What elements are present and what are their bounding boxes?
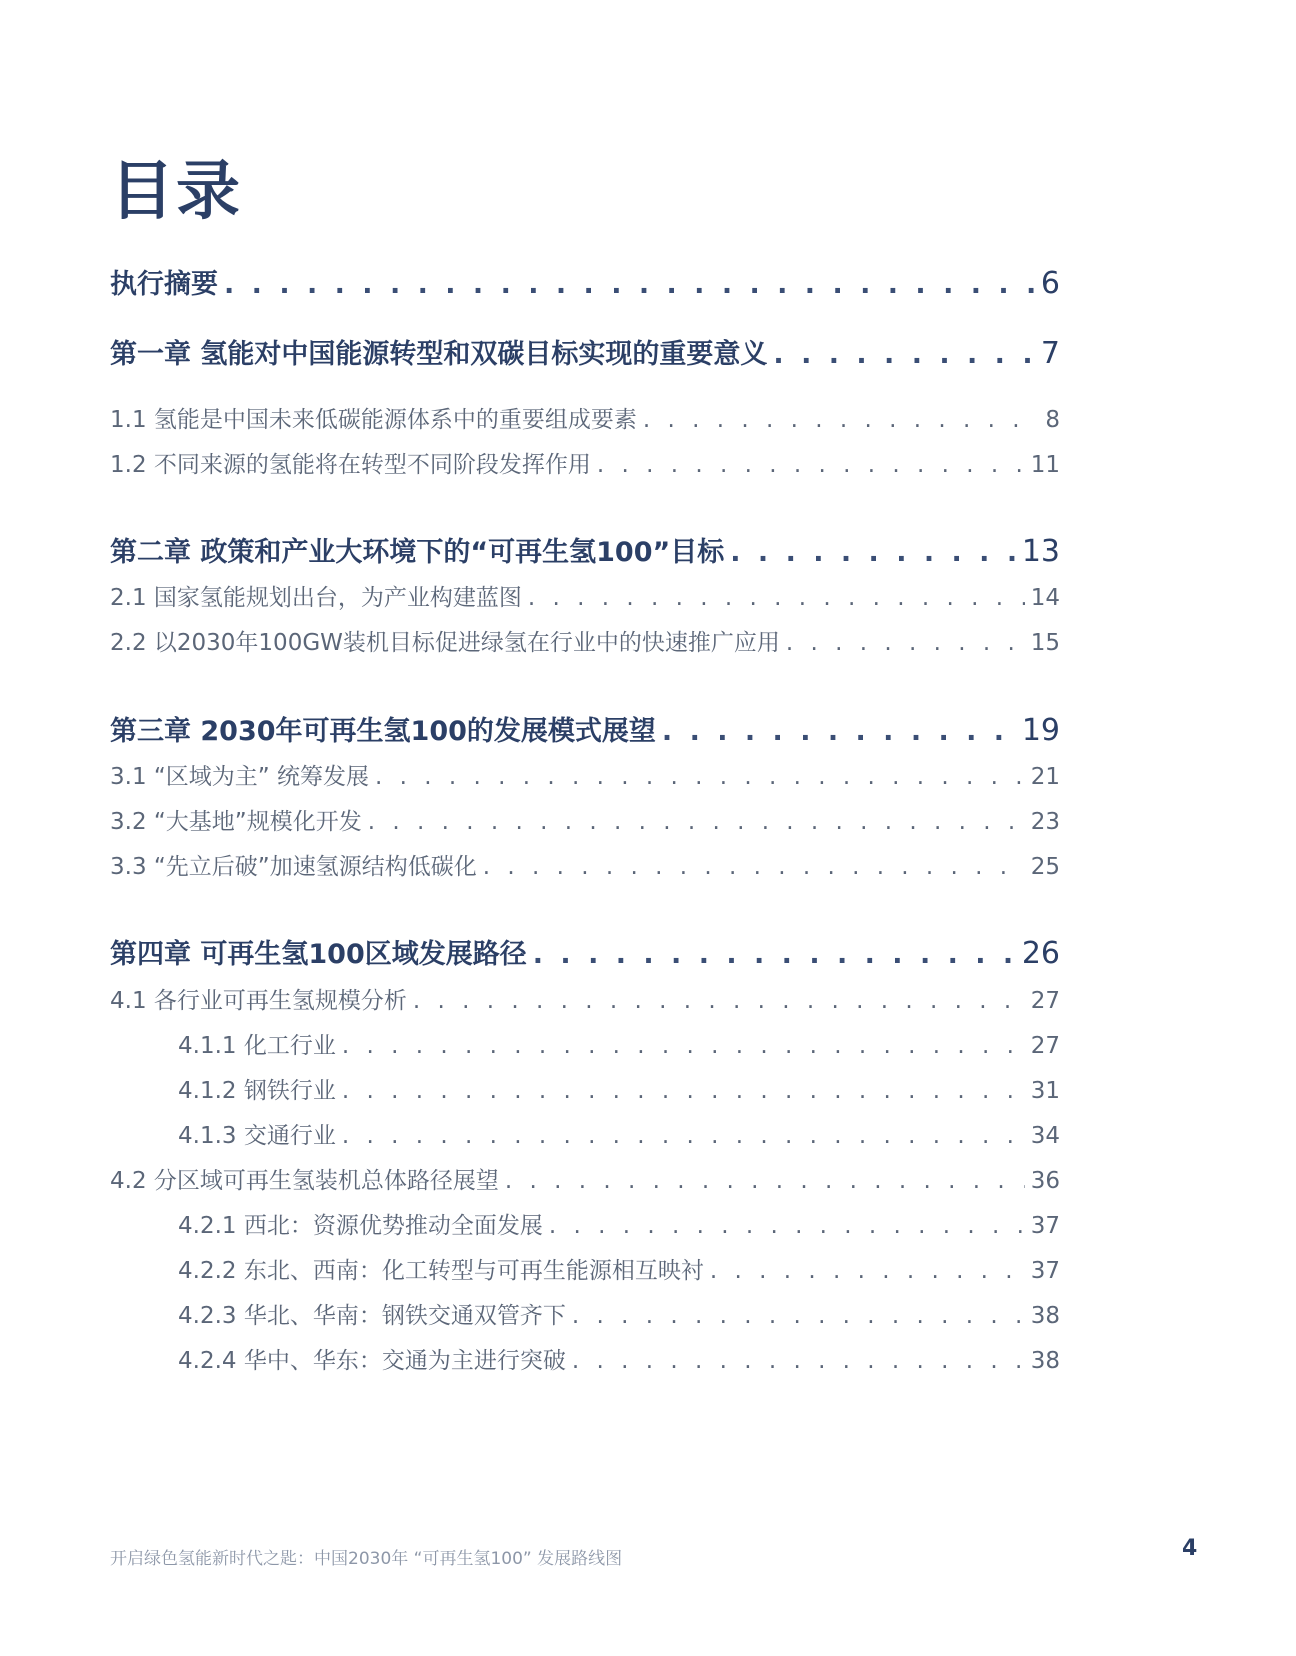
toc-entry-page: 25 (1030, 854, 1060, 880)
toc-entry-1-1[interactable] (110, 401, 1060, 434)
toc-entry-chapter-3[interactable] (110, 709, 1060, 748)
toc-entry-4-2-1[interactable] (178, 1207, 1060, 1240)
toc-entry-label: 第二章 政策和产业大环境下的“可再生氢100”目标 (110, 537, 725, 568)
toc-entry-label: 3.1 “区域为主” 统筹发展 (110, 764, 370, 790)
toc-entry-page: 26 (1021, 936, 1060, 971)
footer-page-number: 4 (1182, 1536, 1198, 1561)
toc-entry-label: 4.2 分区域可再生氢装机总体路径展望 (110, 1168, 499, 1194)
toc-entry-label: 4.1.3 交通行业 (178, 1123, 336, 1149)
toc-entry-page: 6 (1040, 266, 1060, 301)
page-title: 目录 (110, 155, 242, 229)
toc-entry-chapter-4[interactable] (110, 932, 1060, 971)
toc-entry-page: 37 (1030, 1213, 1060, 1239)
toc-entry-chapter-2[interactable] (110, 530, 1060, 569)
footer-title: 开启绿色氢能新时代之匙：中国2030年 “可再生氢100” 发展路线图 (110, 1549, 623, 1569)
toc-entry-page: 21 (1030, 764, 1060, 790)
dot-leader (413, 988, 1025, 1014)
dot-leader (662, 716, 1016, 747)
toc-entry-label: 4.2.1 西北：资源优势推动全面发展 (178, 1213, 543, 1239)
toc-entry-page: 37 (1030, 1258, 1060, 1284)
toc-entry-label: 第一章 氢能对中国能源转型和双碳目标实现的重要意义 (110, 339, 768, 370)
dot-leader (505, 1168, 1025, 1194)
dot-leader (549, 1213, 1025, 1239)
toc-entry-4-2-4[interactable] (178, 1342, 1060, 1375)
dot-leader (368, 809, 1025, 835)
toc-entry-label: 1.2 不同来源的氢能将在转型不同阶段发挥作用 (110, 452, 591, 478)
toc-entry-page: 8 (1045, 407, 1060, 433)
toc-entry-2-2[interactable] (110, 624, 1060, 657)
toc-entry-2-1[interactable] (110, 579, 1060, 612)
toc-entry-3-2[interactable] (110, 803, 1060, 836)
toc-entry-page: 19 (1021, 713, 1060, 748)
toc-entry-4-2[interactable] (110, 1162, 1060, 1195)
dot-leader (786, 630, 1025, 656)
toc-entry-page: 34 (1030, 1123, 1060, 1149)
toc-entry-3-3[interactable] (110, 848, 1060, 881)
toc-entry-1-2[interactable] (110, 446, 1060, 479)
toc-entry-label: 4.1 各行业可再生氢规模分析 (110, 988, 407, 1014)
toc-entry-label: 4.2.4 华中、华东：交通为主进行突破 (178, 1348, 566, 1374)
toc-entry-page: 13 (1021, 534, 1060, 569)
toc-entry-chapter-1[interactable] (110, 332, 1060, 371)
toc-entry-label: 4.2.3 华北、华南：钢铁交通双管齐下 (178, 1303, 566, 1329)
toc-entry-page: 36 (1030, 1168, 1060, 1194)
dot-leader (533, 939, 1016, 970)
dot-leader (342, 1123, 1025, 1149)
dot-leader (643, 407, 1039, 433)
toc-entry-label: 2.1 国家氢能规划出台，为产业构建蓝图 (110, 585, 522, 611)
toc-entry-label: 2.2 以2030年100GW装机目标促进绿氢在行业中的快速推广应用 (110, 630, 780, 656)
toc-entry-4-1[interactable] (110, 982, 1060, 1015)
toc-entry-4-2-3[interactable] (178, 1297, 1060, 1330)
toc-entry-page: 14 (1030, 585, 1060, 611)
toc-entry-4-1-1[interactable] (178, 1027, 1060, 1060)
dot-leader (375, 764, 1025, 790)
toc-entry-page: 38 (1030, 1348, 1060, 1374)
toc-entry-label: 第三章 2030年可再生氢100的发展模式展望 (110, 716, 656, 747)
toc-entry-page: 11 (1030, 452, 1060, 478)
toc-entry-label: 执行摘要 (110, 269, 218, 300)
toc-entry-4-1-2[interactable] (178, 1072, 1060, 1105)
dot-leader (710, 1258, 1025, 1284)
toc-entry-label: 1.1 氢能是中国未来低碳能源体系中的重要组成要素 (110, 407, 637, 433)
dot-leader (572, 1348, 1025, 1374)
dot-leader (773, 339, 1035, 370)
toc-entry-page: 38 (1030, 1303, 1060, 1329)
toc-entry-page: 27 (1030, 1033, 1060, 1059)
toc-entry-label: 4.1.1 化工行业 (178, 1033, 336, 1059)
toc-entry-label: 3.3 “先立后破”加速氢源结构低碳化 (110, 854, 477, 880)
toc-entry-label: 4.1.2 钢铁行业 (178, 1078, 336, 1104)
toc-entry-label: 3.2 “大基地”规模化开发 (110, 809, 362, 835)
dot-leader (572, 1303, 1025, 1329)
toc-entry-page: 15 (1030, 630, 1060, 656)
dot-leader (597, 452, 1025, 478)
dot-leader (730, 537, 1016, 568)
toc-entry-3-1[interactable] (110, 758, 1060, 791)
dot-leader (224, 269, 1035, 300)
toc-entry-exec-summary[interactable] (110, 262, 1060, 301)
toc-entry-page: 23 (1030, 809, 1060, 835)
toc-entry-label: 4.2.2 东北、西南：化工转型与可再生能源相互映衬 (178, 1258, 704, 1284)
toc-entry-page: 31 (1030, 1078, 1060, 1104)
toc-entry-page: 27 (1030, 988, 1060, 1014)
dot-leader (483, 854, 1025, 880)
dot-leader (342, 1078, 1025, 1104)
toc-entry-page: 7 (1040, 336, 1060, 371)
toc-entry-4-2-2[interactable] (178, 1252, 1060, 1285)
toc-entry-label: 第四章 可再生氢100区域发展路径 (110, 939, 527, 970)
toc-entry-4-1-3[interactable] (178, 1117, 1060, 1150)
dot-leader (342, 1033, 1025, 1059)
dot-leader (528, 585, 1025, 611)
